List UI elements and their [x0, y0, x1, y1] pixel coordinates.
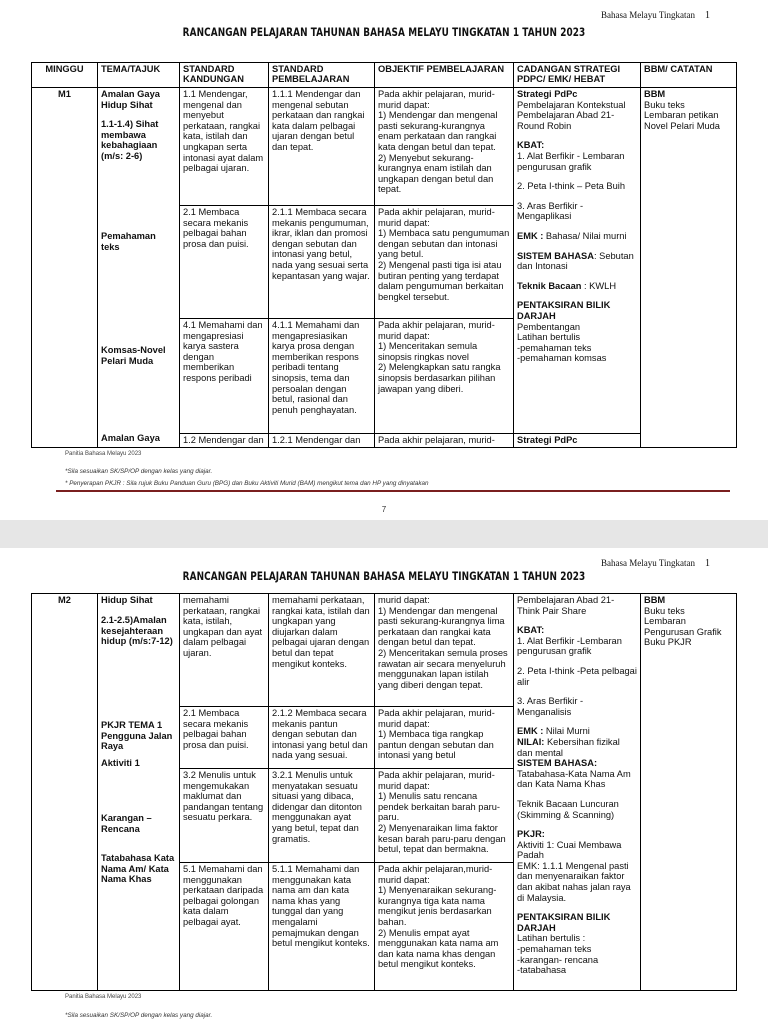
- header-page-number: 1: [705, 10, 710, 21]
- cell-line: BBM: [644, 595, 666, 605]
- sk-cell: 1.2 Mendengar dan: [180, 434, 269, 448]
- sp-cell: 2.1.2 Membaca secara mekanis pantun dengan sebutan dan intonasi yang betul dan nada yang sesuai.: [269, 707, 375, 769]
- footer-divider: [56, 490, 730, 492]
- col-header: MINGGU: [32, 63, 98, 88]
- strategy-cell: Strategi PdPc: [514, 434, 641, 448]
- op-line: 1) Mendengar dan mengenal pasti sekurang-kurangnya enam perkataan dan rangkai kata dengan betul dan tepat.: [378, 110, 498, 152]
- footer-panitia: Panitia Bahasa Melayu 2023: [65, 994, 142, 1000]
- sp-cell: memahami perkataan, rangkai kata, istilah dan ungkapan yang diujarkan dalam pelbagai ujaran dengan betul dan tepat mengikut konteks.: [269, 594, 375, 707]
- cell-line: Buku teks: [644, 99, 685, 110]
- sp-cell: 4.1.1 Memahami dan mengapresiasikan karya prosa dengan memberikan respons peribadi tentang sinopsis, tema dan persoalan dengan betul, rasional dan penuh penghayatan.: [269, 319, 375, 434]
- op-cell: [375, 206, 514, 319]
- op-line: 1) Menyenaraikan sekurang-kurangnya tiga kata nama mengikut jenis berdasarkan bahan.: [378, 885, 497, 927]
- cell-line: 2. Peta I-think -Peta pelbagai alir: [517, 665, 637, 687]
- topic-subtopic: 2.1-2.5)Amalan kesejahteraan hidup (m/s:7-12): [101, 615, 173, 647]
- op-cell: [375, 769, 514, 863]
- cell-line: EMK: 1.1.1 Mengenal pasti dan menyenaraikan faktor dan akibat nahas jalan raya di Malaysia.: [517, 860, 631, 903]
- op-cell: [375, 88, 514, 206]
- sk-cell: 5.1 Memahami dan menggunakan perkataan daripada pelbagai golongan kata dalam pelbagai ayat.: [180, 863, 269, 991]
- cell-line-label: EMK :: [517, 726, 544, 737]
- table-row: [32, 594, 737, 707]
- cell-line-label: SISTEM BAHASA: [517, 250, 594, 261]
- topic-theme: Amalan Gaya Hidup Sihat: [101, 89, 160, 110]
- op-cell: [375, 594, 514, 707]
- cell-line: -pemahaman teks: [517, 944, 592, 955]
- op-line: 2) Menyenaraikan lima faktor kesan barah paru-paru dengan betul, tepat dan bermakna.: [378, 822, 506, 855]
- cell-line: Lembaran petikan Novel Pelari Muda: [644, 110, 720, 131]
- op-line: 2) Melengkapkan satu rangka sinopsis berdasarkan pilihan jawapan yang diberi.: [378, 362, 501, 394]
- topic-komsas: Komsas-Novel Pelari Muda: [101, 345, 166, 366]
- cell-line: 1. Alat Berfikir - Lembaran pengurusan grafik: [517, 150, 625, 172]
- cell-line: 2. Peta I-think – Peta Buih: [517, 181, 626, 192]
- cell-line: -tatabahasa: [517, 965, 567, 976]
- op-cell: [375, 319, 514, 434]
- topic-next: Amalan Gaya: [101, 433, 160, 443]
- cell-line: Tatabahasa-Kata Nama Am dan Kata Nama Khas: [517, 768, 631, 790]
- topic-cell: [98, 594, 180, 991]
- cell-line: [517, 281, 637, 292]
- op-cell: [375, 707, 514, 769]
- op-line: 2) Menulis empat ayat menggunakan kata nama am dan kata nama khas dengan betul mengikut konteks.: [378, 927, 499, 970]
- topic-pemahaman: Pemahaman teks: [101, 231, 156, 252]
- cell-line: Teknik Bacaan Luncuran (Skimming & Scanning): [517, 798, 619, 820]
- sk-cell: 4.1 Memahami dan mengapresiasi karya sastera dengan memberikan respons peribadi: [180, 319, 269, 434]
- cell-line-text: : KWLH: [581, 280, 617, 291]
- cell-line: SISTEM BAHASA:: [517, 758, 598, 769]
- topic-pkjr: PKJR TEMA 1 Pengguna Jalan Raya: [101, 720, 173, 752]
- cell-line: -pemahaman komsas: [517, 353, 607, 364]
- op-line: Pada akhir pelajaran, murid-: [378, 435, 495, 445]
- cell-line: PKJR:: [517, 829, 545, 840]
- topic-aktiviti: Aktiviti 1: [101, 758, 140, 768]
- sp-cell: 2.1.1 Membaca secara mekanis pengumuman, ikrar, iklan dan promosi dengan sebutan dan intonasi yang betul, nada yang sesuai serta kepantasan yang wajar.: [269, 206, 375, 319]
- cell-line: Latihan bertulis :: [517, 933, 586, 944]
- cell-line: Strategi PdPc: [517, 89, 578, 99]
- footer-panitia: Panitia Bahasa Melayu 2023: [65, 451, 142, 457]
- cell-line: KBAT:: [517, 625, 545, 636]
- footer-note: *Sila sesuaikan SK/SP/OP dengan kelas yang diajar.: [65, 1012, 213, 1019]
- topic-theme: Hidup Sihat: [101, 595, 153, 605]
- lesson-plan-table: [31, 593, 737, 991]
- document-page-2: [0, 548, 768, 1024]
- strategy-cell: [514, 594, 641, 991]
- cell-line-text: : Sebutan dan Intonasi: [517, 250, 634, 272]
- strategy-cell: [514, 88, 641, 434]
- cell-line: [517, 231, 637, 242]
- cell-line-text: Bahasa/ Nilai murni: [543, 230, 627, 241]
- cell-line: Pembelajaran Kontekstual: [517, 99, 626, 110]
- sp-cell: 5.1.1 Memahami dan menggunakan kata nama am dan kata nama khas yang tunggal dan yang mengalami pemajmukan dengan betul mengikut konteks.: [269, 863, 375, 991]
- cell-line: [517, 251, 637, 272]
- op-cell: [375, 434, 514, 448]
- table-header-row: [32, 63, 737, 88]
- col-header: BBM/ CATATAN: [641, 63, 737, 88]
- topic-tatabahasa: Tatabahasa Kata Nama Am/ Kata Nama Khas: [101, 853, 175, 885]
- cell-line: PENTAKSIRAN BILIK DARJAH: [517, 912, 611, 933]
- cell-line: BBM: [644, 89, 666, 99]
- page-title: RANCANGAN PELAJARAN TAHUNAN BAHASA MELAYU TINGKATAN 1 TAHUN 2023: [182, 569, 586, 583]
- op-line: 2) Menyebut sekurang-kurangnya enam istilah dan ungkapan dengan betul dan tepat.: [378, 152, 494, 195]
- footer-note: *Sila sesuaikan SK/SP/OP dengan kelas yang diajar.: [65, 468, 213, 475]
- cell-line: Pembentangan: [517, 321, 581, 332]
- footer-note: * Penyerapan PKJR : Sila rujuk Buku Panduan Guru (BPG) dan Buku Aktiviti Murid (BAM) mengikut tema dan HP yang dinyatakan: [65, 480, 429, 487]
- topic-karangan: Karangan – Rencana: [101, 813, 152, 834]
- cell-line: Pembelajaran Abad 21- Think Pair Share: [517, 595, 615, 616]
- bbm-cell: [641, 88, 737, 448]
- col-header: STANDARD PEMBELAJARAN: [269, 63, 375, 88]
- page-title: RANCANGAN PELAJARAN TAHUNAN BAHASA MELAYU TINGKATAN 1 TAHUN 2023: [182, 25, 586, 39]
- cell-line-text: Kebersihan fizikal dan mental: [517, 736, 620, 758]
- page-number: 7: [381, 505, 387, 514]
- header-subject: Bahasa Melayu Tingkatan: [601, 10, 695, 20]
- cell-line: -karangan- rencana: [517, 954, 599, 965]
- op-line: 1) Mendengar dan mengenal pasti sekurang-kurangnya lima perkataan dan rangkai kata dengan betul dan tepat.: [378, 605, 505, 648]
- op-line: Pada akhir pelajaran,murid-murid dapat:: [378, 864, 493, 885]
- cell-line: Latihan bertulis: [517, 332, 581, 343]
- op-line: murid dapat:: [378, 595, 430, 605]
- cell-line: KBAT:: [517, 140, 545, 151]
- week-cell: M1: [32, 88, 98, 448]
- op-line: 1) Menulis satu rencana pendek berkaitan barah paru-paru.: [378, 791, 500, 823]
- sp-cell: 1.2.1 Mendengar dan: [269, 434, 375, 448]
- op-cell: [375, 863, 514, 991]
- cell-line-label: NILAI:: [517, 736, 545, 747]
- op-line: 1) Membaca satu pengumuman dengan sebutan dan intonasi yang betul.: [378, 228, 510, 260]
- sp-cell: 1.1.1 Mendengar dan mengenal sebutan perkataan dan rangkai kata dalam pelbagai ujaran dengan betul dan tepat.: [269, 88, 375, 206]
- op-line: 2) Mengenal pasti tiga isi atau butiran penting yang terdapat dalam pengumuman berkaitan bengkel tersebut.: [378, 259, 504, 302]
- op-line: Pada akhir pelajaran, murid-murid dapat:: [378, 320, 495, 341]
- cell-line: Pembelajaran Abad 21- Round Robin: [517, 110, 615, 131]
- col-header: OBJEKTIF PEMBELAJARAN: [375, 63, 514, 88]
- op-line: Pada akhir pelajaran, murid-murid dapat:: [378, 770, 495, 791]
- topic-cell: [98, 88, 180, 448]
- cell-line: [517, 737, 637, 758]
- page-header: [601, 10, 710, 21]
- sk-cell: 3.2 Menulis untuk mengemukakan maklumat dan pandangan tentang sesuatu perkara.: [180, 769, 269, 863]
- table-row: [32, 88, 737, 206]
- cell-line: 3. Aras Berfikir - Mengaplikasi: [517, 200, 584, 222]
- sk-cell: 2.1 Membaca secara mekanis pelbagai bahan prosa dan puisi.: [180, 206, 269, 319]
- cell-line: 1. Alat Berfikir -Lembaran pengurusan grafik: [517, 635, 622, 657]
- cell-line-label: Teknik Bacaan: [517, 280, 582, 291]
- bbm-cell: [641, 594, 737, 991]
- op-line: 1) Menceritakan semula sinopsis ringkas novel: [378, 341, 478, 362]
- sk-cell: 2.1 Membaca secara mekanis pelbagai bahan prosa dan puisi.: [180, 707, 269, 769]
- cell-line: Buku PKJR: [644, 637, 692, 648]
- op-line: 2) Menceritakan semula proses rawatan air secara menyeluruh menggunakan lapan istilah yang diberi dengan tepat.: [378, 647, 508, 690]
- sk-cell: 1.1 Mendengar, mengenal dan menyebut perkataan, rangkai kata, istilah dan ungkapan serta intonasi ayat dalam pelbagai ujaran.: [180, 88, 269, 206]
- op-line: 1) Membaca tiga rangkap pantun dengan sebutan dan intonasi yang betul: [378, 729, 494, 761]
- header-page-number: 1: [705, 558, 710, 569]
- col-header: STANDARD KANDUNGAN: [180, 63, 269, 88]
- topic-subtopic: 1.1-1.4) Sihat membawa kebahagiaan (m/s: 2-6): [101, 119, 159, 161]
- op-line: Pada akhir pelajaran, murid-murid dapat:: [378, 89, 495, 110]
- cell-line: Lembaran Pengurusan Grafik: [644, 616, 722, 637]
- cell-line: 3. Aras Berfikir - Menganalisis: [517, 696, 584, 717]
- lesson-plan-table: [31, 62, 737, 448]
- cell-line-text: Nilai Murni: [543, 726, 590, 737]
- cell-line: PENTAKSIRAN BILIK DARJAH: [517, 300, 611, 321]
- op-line: Pada akhir pelajaran, murid-murid dapat:: [378, 708, 495, 729]
- cell-line-label: EMK :: [517, 230, 544, 241]
- sk-cell: memahami perkataan, rangkai kata, istilah, ungkapan dan ayat dalam pelbagai ujaran.: [180, 594, 269, 707]
- sp-cell: 3.2.1 Menulis untuk menyatakan sesuatu situasi yang dibaca, didengar dan ditonton menggunakan ayat yang betul, tepat dan gramatis.: [269, 769, 375, 863]
- cell-line: [517, 726, 637, 737]
- cell-line: Aktiviti 1: Cuai Membawa Padah: [517, 839, 622, 861]
- op-line: Pada akhir pelajaran, murid-murid dapat:: [378, 207, 495, 228]
- col-header: TEMA/TAJUK: [98, 63, 180, 88]
- header-subject: Bahasa Melayu Tingkatan: [601, 558, 695, 568]
- cell-line: Buku teks: [644, 605, 685, 616]
- page-header: [601, 558, 710, 569]
- cell-line: -pemahaman teks: [517, 342, 592, 353]
- week-cell: M2: [32, 594, 98, 991]
- col-header: CADANGAN STRATEGI PDPC/ EMK/ HEBAT: [514, 63, 641, 88]
